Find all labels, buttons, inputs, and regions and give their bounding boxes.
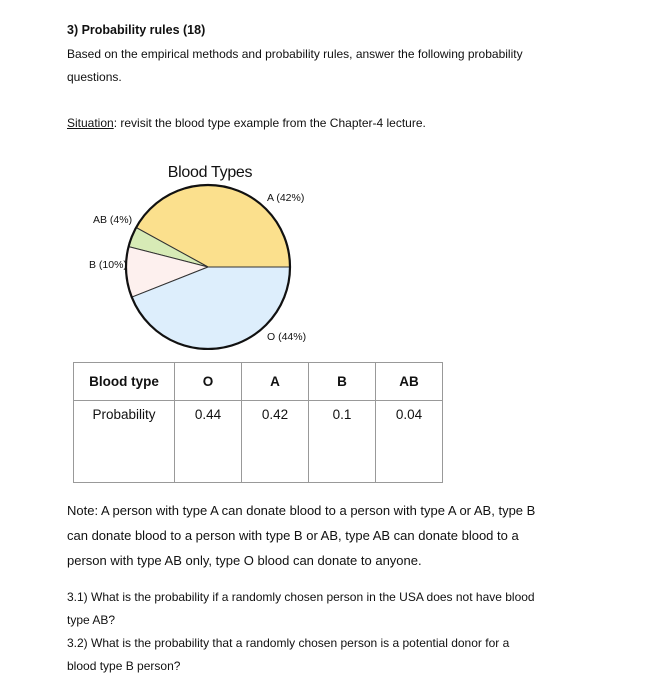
table-header-row	[74, 363, 443, 401]
intro-line-2: questions.	[67, 70, 122, 84]
intro-line-1: Based on the empirical methods and probability rules, answer the following probability	[67, 47, 523, 61]
table-header-cell: B	[309, 363, 376, 401]
table-header-cell: O	[175, 363, 242, 401]
question-1-line-1: 3.1) What is the probability if a randomly chosen person in the USA does not have blood	[67, 590, 535, 604]
table-row-label: Probability	[74, 401, 175, 483]
situation	[67, 116, 426, 130]
table-header-cell: AB	[376, 363, 443, 401]
table-cell: 0.04	[376, 401, 443, 483]
probability-table	[73, 362, 443, 483]
situation-label: Situation	[67, 116, 114, 130]
table-cell: 0.1	[309, 401, 376, 483]
slice-label-b: B (10%)	[89, 259, 127, 271]
table-cell: 0.42	[242, 401, 309, 483]
note-line-3: person with type AB only, type O blood can donate to anyone.	[67, 553, 422, 568]
chart-title: Blood Types	[167, 164, 253, 181]
table-row	[74, 401, 443, 483]
situation-text: : revisit the blood type example from the Chapter-4 lecture.	[113, 116, 426, 130]
note-line-1: Note: A person with type A can donate blood to a person with type A or AB, type B	[67, 503, 536, 518]
slice-label-a: A (42%)	[267, 192, 305, 204]
note-line-2: can donate blood to a person with type B or AB, type AB can donate blood to a	[67, 528, 519, 543]
question-2-line-2: blood type B person?	[67, 659, 181, 673]
table-cell: 0.44	[175, 401, 242, 483]
section-heading: 3) Probability rules (18)	[67, 23, 206, 37]
question-1-line-2: type AB?	[67, 613, 116, 627]
table-header-cell: A	[242, 363, 309, 401]
slice-label-o: O (44%)	[267, 331, 307, 343]
blood-types-pie-chart	[78, 155, 338, 350]
question-2-line-1: 3.2) What is the probability that a randomly chosen person is a potential donor for a	[67, 636, 510, 650]
slice-label-ab: AB (4%)	[93, 214, 133, 226]
table-header-label: Blood type	[74, 363, 175, 401]
